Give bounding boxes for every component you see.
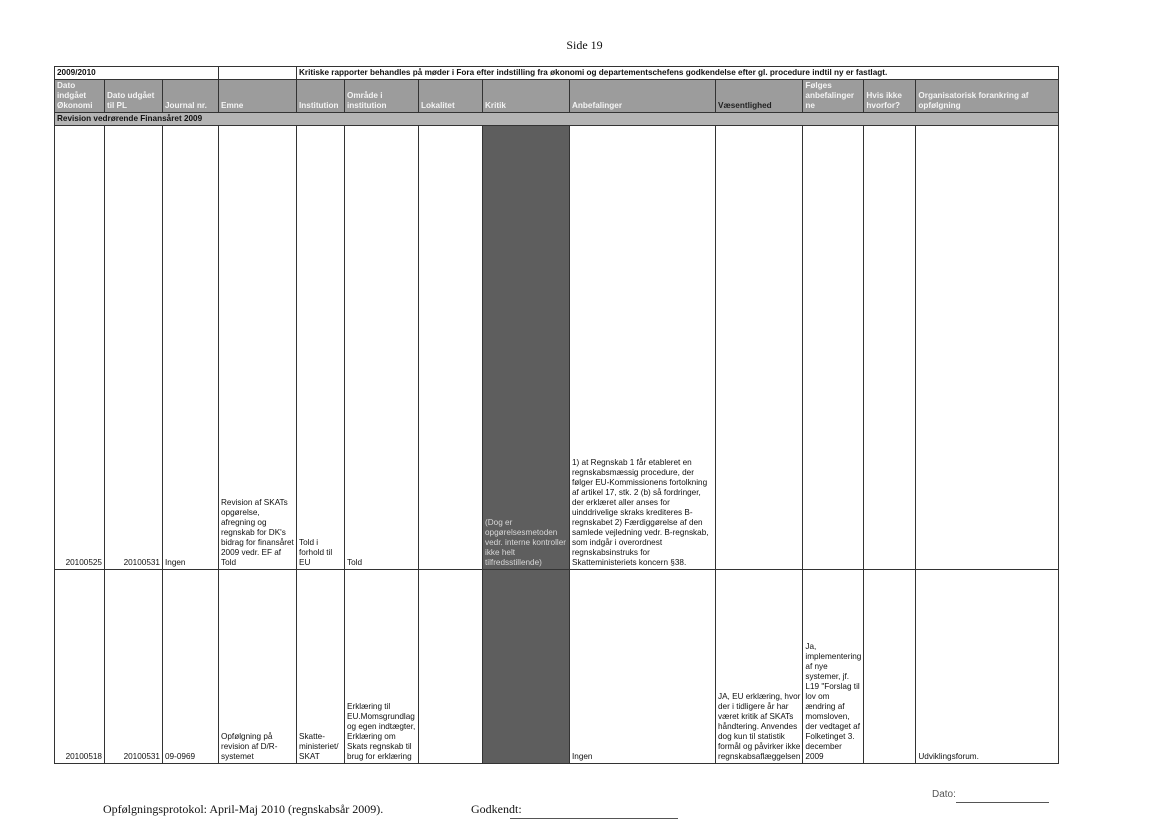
col-header-kritik: Kritik	[483, 80, 570, 113]
cell-institution: Told i forhold til EU	[297, 126, 345, 570]
cell-anbefalinger: 1) at Regnskab 1 får etableret en regnskabsmæssig procedure, der følger EU-Kommissionens fortolkning af artikel 17, stk. 2 (b) så fordringer, der erklæret aller anses for uinddrivelige skraks krediteres B-regnskabet 2) Færdiggørelse af den samlede vejledning vedr. B-regnskab, som indgår i overordnest regnskabsinstruks for Skatteministeriets koncern §38.	[570, 126, 716, 570]
cell-forankring: Udviklingsforum.	[916, 570, 1059, 764]
col-header-foelges: Følges anbefalinger ne	[803, 80, 864, 113]
section-row	[55, 113, 1059, 126]
cell-omraade: Told	[345, 126, 419, 570]
section-title: Revision vedrørende Finansåret 2009	[55, 113, 1059, 126]
cell-omraade: Erklæring til EU.Momsgrundlag og egen indtægter, Erklæring om Skats regnskab til brug for erklæring	[345, 570, 419, 764]
col-header-dato-udgaaet: Dato udgået til PL	[105, 80, 163, 113]
cell-dato-indgaaet: 20100518	[55, 570, 105, 764]
cell-dato-udgaaet: 20100531	[105, 126, 163, 570]
cell-dato-udgaaet: 20100531	[105, 570, 163, 764]
col-header-hvis-ikke: Hvis ikke hvorfor?	[864, 80, 916, 113]
column-header-row	[55, 80, 1059, 113]
cell-kritik	[483, 570, 570, 764]
footer-date-label: Dato:	[932, 789, 956, 800]
year-cell: 2009/2010	[55, 67, 219, 80]
col-header-forankring: Organisatorisk forankring af opfølgning	[916, 80, 1059, 113]
cell-emne: Revision af SKATs opgørelse, afregning og regnskab for DK's bidrag for finansåret 2009 vedr. EF af Told	[219, 126, 297, 570]
col-header-journal: Journal nr.	[163, 80, 219, 113]
signature-line	[510, 818, 678, 819]
cell-institution: Skatte-ministeriet/ SKAT	[297, 570, 345, 764]
cell-emne: Opfølgning på revision af D/R-systemet	[219, 570, 297, 764]
col-header-emne: Emne	[219, 80, 297, 113]
col-header-lokalitet: Lokalitet	[419, 80, 483, 113]
cell-vaesentlighed: JA, EU erklæring, hvor der i tidligere år har været kritik af SKATs håndtering. Anvendes dog kun til statistik formål og påvirker ikke regnskabsaflæggelsen	[716, 570, 803, 764]
footer-approved-label: Godkendt:	[471, 802, 522, 816]
date-line	[956, 802, 1049, 803]
cell-kritik: (Dog er opgørelsesmetoden vedr. interne kontroller ikke helt tilfredsstillende)	[483, 126, 570, 570]
table-row	[55, 570, 1059, 764]
cell-forankring	[916, 126, 1059, 570]
cell-lokalitet	[419, 126, 483, 570]
followup-protocol-table	[54, 66, 1059, 764]
cell-anbefalinger: Ingen	[570, 570, 716, 764]
table-title-row	[55, 67, 1059, 80]
blank-cell	[219, 67, 297, 80]
cell-foelges	[803, 126, 864, 570]
col-header-institution: Institution	[297, 80, 345, 113]
cell-lokalitet	[419, 570, 483, 764]
col-header-anbefalinger: Anbefalinger	[570, 80, 716, 113]
cell-journal: 09-0969	[163, 570, 219, 764]
col-header-dato-indgaaet: Dato indgået Økonomi	[55, 80, 105, 113]
cell-hvis-ikke	[864, 126, 916, 570]
table-title: Kritiske rapporter behandles på møder i Fora efter indstilling fra økonomi og departementschefens godkendelse efter gl. procedure indtil ny er fastlagt.	[297, 67, 1059, 80]
cell-foelges: Ja, implementering af nye systemer, jf. L19 "Forslag til lov om ændring af momsloven, der vedtaget af Folketinget 3. december 2009	[803, 570, 864, 764]
cell-vaesentlighed	[716, 126, 803, 570]
cell-journal: Ingen	[163, 126, 219, 570]
footer-protocol-text: Opfølgningsprotokol: April-Maj 2010 (regnskabsår 2009).	[103, 802, 384, 816]
col-header-omraade: Område i institution	[345, 80, 419, 113]
page-header: Side 19	[566, 38, 603, 52]
col-header-vaesentlighed: Væsentlighed	[716, 80, 803, 113]
cell-hvis-ikke	[864, 570, 916, 764]
table-row	[55, 126, 1059, 570]
cell-dato-indgaaet: 20100525	[55, 126, 105, 570]
